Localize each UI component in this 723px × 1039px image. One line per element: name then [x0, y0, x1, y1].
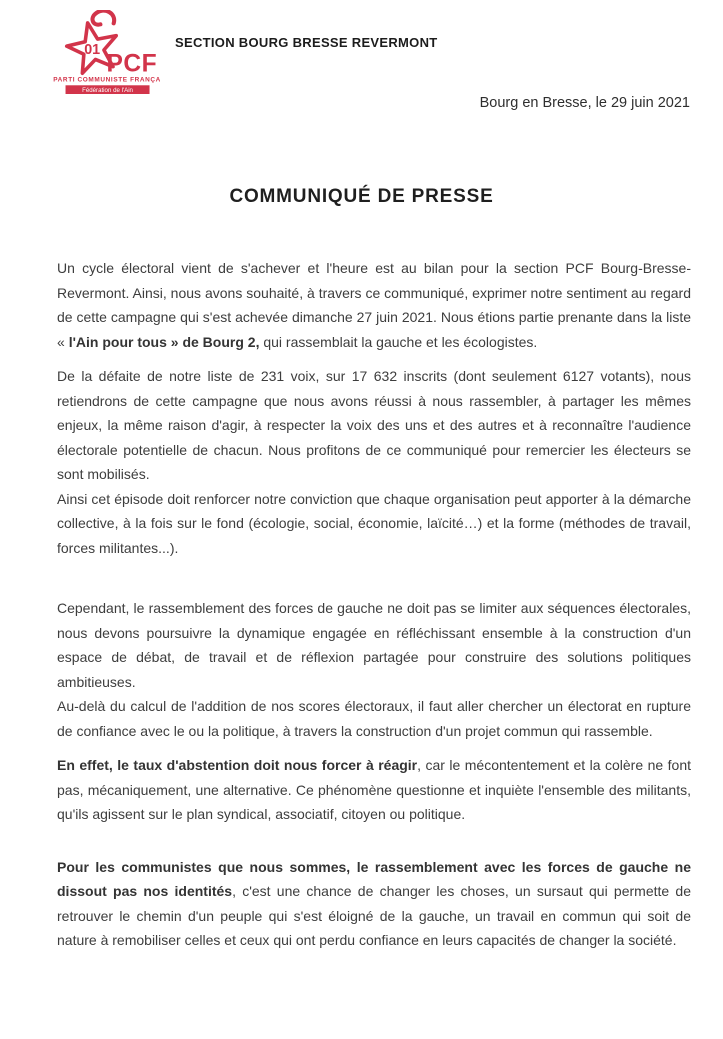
- text-run-bold: l'Ain pour tous » de Bourg 2,: [68, 333, 260, 350]
- text-run: Ainsi cet épisode doit renforcer notre conviction que chaque organisation peut apporter à la démarche collective, à la fois sur le fond (écologie, social, économie, laïcité…) et la forme (méthodes de travail, forces militantes...).: [57, 490, 691, 556]
- pcf-logo-graphic: [52, 10, 160, 94]
- paragraph-episode: [57, 487, 691, 561]
- logo-department-number: 01: [84, 42, 101, 59]
- text-run: , car le mécontentement et la colère ne font pas, mécaniquement, une alternative. Ce phénomène questionne et inquiète l'ensemble des militants, qu'ils agissent sur le plan syndical, associatif, citoyen ou politique.: [57, 757, 691, 822]
- text-run: Cependant, le rassemblement des forces de gauche ne doit pas se limiter aux séquences électorales, nous devons poursuivre la dynamique engagée en réfléchissant ensemble à la construction d'un espace de débat, de travail et de réflexion partagée pour construire des solutions politiques ambitieuses.: [57, 600, 691, 690]
- text-run: Au-delà du calcul de l'addition de nos scores électoraux, il faut aller chercher un électorat en rupture de confiance avec le ou la politique, à travers la construction d'un projet commun qui rassemble.: [57, 698, 691, 739]
- document-body: [57, 256, 691, 953]
- paragraph-defeat: [57, 364, 691, 487]
- logo-swoosh-icon: [93, 11, 115, 25]
- logo-acronym: PCF: [106, 50, 158, 78]
- paragraph-rassemblement: [57, 596, 691, 694]
- text-run-bold: Pour les communistes que nous sommes, le rassemblement avec les forces de gauche ne dissout pas nos identités: [57, 858, 691, 899]
- paragraph-au-dela: [57, 694, 691, 743]
- paragraph-abstention: [57, 753, 691, 827]
- pcf-logo: [52, 10, 160, 94]
- text-run: De la défaite de notre liste de 231 voix, sur 17 632 inscrits (dont seulement 6127 votants), nous retiendrons de cette campagne que nous avons réussi à nous rassembler, à partager les mêmes enjeux, la même raison d'agir, à respecter la voix des uns et des autres et à reconnaître l'audience électorale potentielle de chacun. Nous profitons de ce communiqué pour remercier les électeurs se sont mobilisés.: [57, 368, 691, 482]
- logo-federation-label: Fédération de l'Ain: [82, 86, 133, 94]
- text-run: qui rassemblait la gauche et les écologistes.: [259, 333, 538, 350]
- section-title: SECTION BOURG BRESSE REVERMONT: [175, 35, 438, 50]
- text-run: Un cycle électoral vient de s'achever et l'heure est au bilan pour la section PCF Bourg-Bresse-Revermont. Ainsi, nous avons souhaité, à travers ce communiqué, exprimer notre sentiment au regard de cette campagne qui s'est achevée dimanche 27 juin 2021. Nous étions partie prenante dans la liste «: [57, 260, 691, 350]
- paragraph-communistes: [57, 855, 691, 953]
- text-run-bold: En effet, le taux d'abstention doit nous forcer à réagir: [57, 757, 418, 773]
- logo-party-name: PARTI COMMUNISTE FRANÇAIS: [53, 76, 160, 84]
- dateline: Bourg en Bresse, le 29 juin 2021: [479, 95, 690, 111]
- paragraph-intro: [57, 256, 691, 354]
- text-run: , c'est une chance de changer les choses, un sursaut qui permette de retrouver le chemin d'un peuple qui s'est éloigné de la gauche, un travail en commun qui soit de nature à remobiliser celles et ceux qui ont perdu confiance en leurs capacités de changer la société.: [57, 883, 691, 948]
- document-title: COMMUNIQUÉ DE PRESSE: [229, 186, 494, 207]
